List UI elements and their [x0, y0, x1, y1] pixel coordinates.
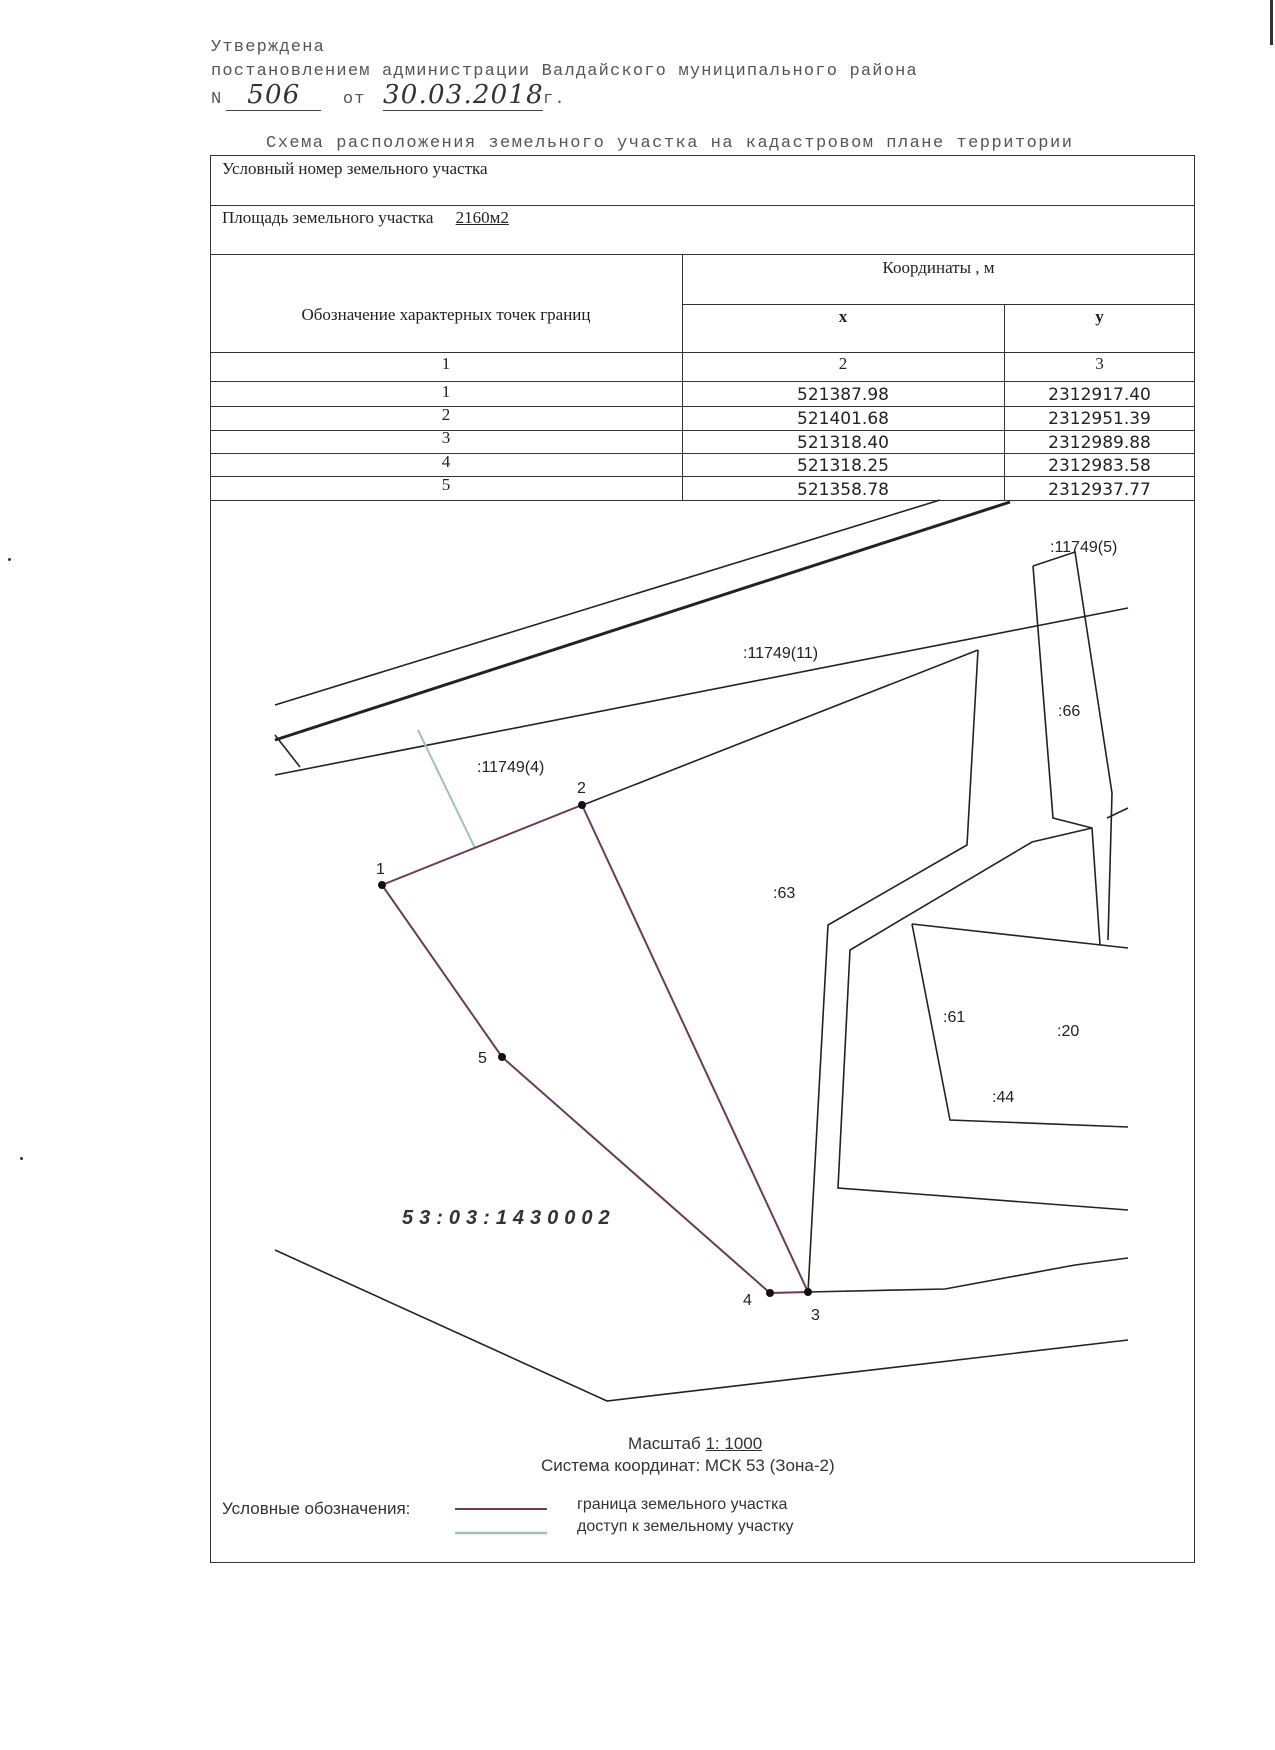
- column-index: 1: [441, 354, 451, 373]
- y-value: 2312983.58: [1048, 456, 1151, 476]
- scale-label: Масштаб: [628, 1434, 701, 1453]
- area-value: 2160м2: [455, 208, 509, 227]
- road-line: [275, 502, 1010, 740]
- year-suffix: г.: [543, 90, 566, 109]
- resolution-number: 506: [226, 80, 321, 111]
- x-value: 521318.40: [797, 433, 889, 453]
- x-column-header: x: [838, 307, 848, 326]
- legend-access-label: доступ к земельному участку: [577, 1518, 794, 1535]
- scan-mark: [8, 558, 11, 561]
- point-marker: [578, 801, 586, 809]
- point-marker: [498, 1053, 506, 1061]
- scan-edge-mark: [1270, 0, 1273, 45]
- point-label: 1: [376, 861, 385, 878]
- scheme-title: Схема расположения земельного участка на кадастровом плане территории: [266, 134, 1074, 153]
- road-line: [275, 608, 1128, 775]
- point-marker: [804, 1288, 812, 1296]
- date-prefix: от: [342, 90, 366, 109]
- parcel-label: :61: [943, 1009, 966, 1026]
- point-number: 2: [441, 405, 451, 424]
- road-line: [275, 735, 300, 767]
- x-value: 521387.98: [797, 385, 889, 405]
- y-value: 2312937.77: [1048, 480, 1151, 500]
- road-line: [275, 1250, 1128, 1401]
- point-label: 5: [478, 1050, 487, 1067]
- point-number: 4: [441, 452, 451, 471]
- resolution-label: постановлением администрации Валдайского муниципального района: [211, 62, 918, 81]
- parcel-label: :44: [992, 1089, 1015, 1106]
- column-index: 2: [838, 354, 848, 373]
- y-column-header: y: [1095, 307, 1104, 326]
- point-number: 5: [441, 475, 451, 494]
- resolution-date: 30.03.2018: [383, 80, 544, 110]
- parcel-edge: [838, 828, 1128, 1210]
- access-line: [418, 730, 475, 848]
- point-number: 1: [441, 382, 451, 401]
- parcel-edge: [1107, 808, 1128, 818]
- parcel-label: :63: [773, 885, 796, 902]
- points-column-header: Обозначение характерных точек границ: [301, 305, 591, 324]
- point-number: 3: [441, 428, 451, 447]
- column-index: 3: [1095, 354, 1104, 373]
- point-marker: [766, 1289, 774, 1297]
- x-value: 521318.25: [797, 456, 889, 476]
- parcel-66-edge: [1033, 566, 1100, 945]
- parcel-label: :20: [1057, 1023, 1080, 1040]
- point-marker: [378, 881, 386, 889]
- scale-value: 1: 1000: [705, 1434, 763, 1453]
- conditional-number-label: Условный номер земельного участка: [222, 159, 488, 178]
- y-value: 2312951.39: [1048, 409, 1151, 429]
- road-line: [275, 500, 940, 705]
- road-line: [808, 1258, 1128, 1292]
- parcel-66-edge: [1033, 552, 1112, 940]
- x-value: 521401.68: [797, 409, 889, 429]
- number-prefix: N: [211, 90, 223, 109]
- parcel-63-edge: [808, 650, 978, 1292]
- legend-boundary-label: граница земельного участка: [577, 1496, 788, 1513]
- cadastral-quarter-label: 53:03:1430002: [402, 1207, 616, 1229]
- y-value: 2312917.40: [1048, 385, 1151, 405]
- coordinate-system: Система координат: МСК 53 (Зона-2): [541, 1456, 835, 1475]
- parcel-label: :11749(4): [477, 759, 545, 776]
- x-value: 521358.78: [797, 480, 889, 500]
- parcel-label: :11749(11): [743, 645, 819, 662]
- coordinates-header: Координаты , м: [882, 258, 995, 277]
- map-lines: [275, 500, 1128, 1401]
- scan-mark: [20, 1157, 23, 1160]
- point-label: 3: [811, 1307, 820, 1324]
- parcel-edge: [583, 650, 978, 805]
- parcel-label: :66: [1058, 703, 1081, 720]
- parcel-edge: [912, 924, 1128, 948]
- area-label: Площадь земельного участка: [222, 208, 434, 227]
- y-value: 2312989.88: [1048, 433, 1151, 453]
- parcel-label: :11749(5): [1050, 539, 1118, 556]
- scale-line: [628, 1434, 762, 1454]
- point-label: 4: [743, 1292, 752, 1309]
- approved-label: Утверждена: [211, 38, 326, 57]
- legend-title: Условные обозначения:: [222, 1499, 411, 1518]
- point-label: 2: [577, 780, 586, 797]
